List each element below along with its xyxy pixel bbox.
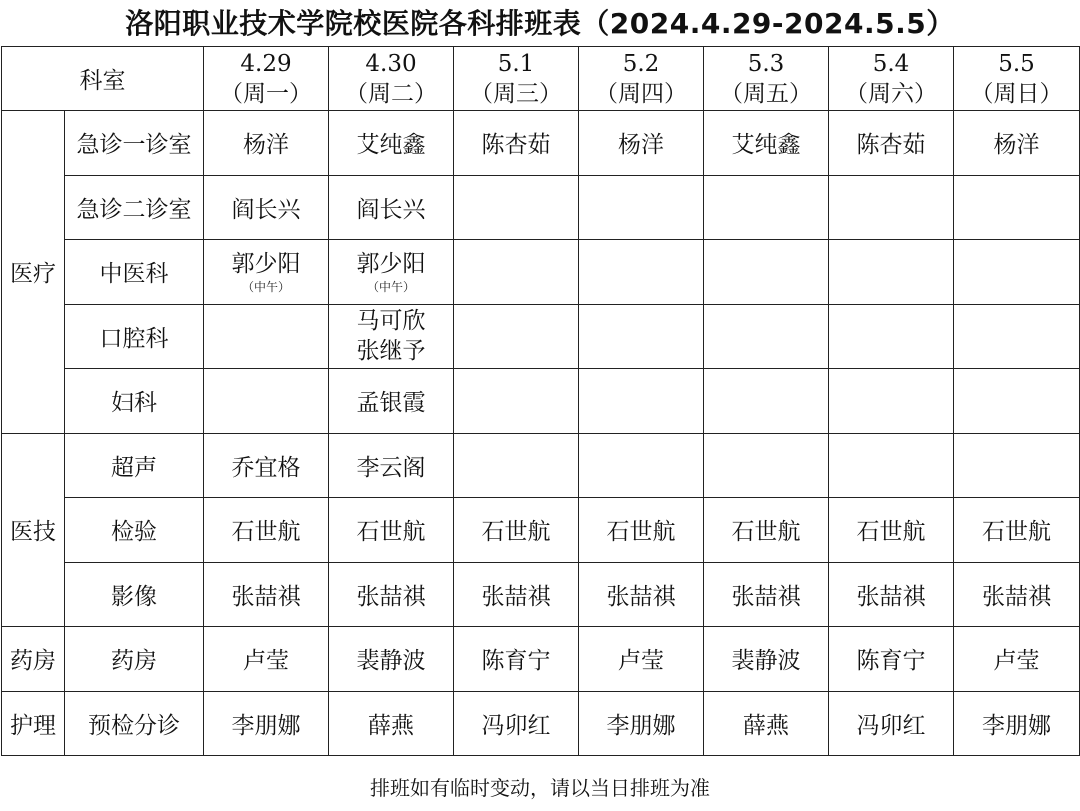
schedule-cell: 石世航 (579, 498, 704, 563)
schedule-cell: 张喆祺 (329, 562, 454, 627)
dept-name: 妇科 (65, 369, 204, 434)
group-label: 医疗 (2, 111, 65, 434)
schedule-cell (329, 240, 454, 305)
schedule-cell: 薛燕 (329, 691, 454, 756)
staff-name: 郭少阳 (356, 250, 426, 277)
date-header (579, 47, 704, 111)
schedule-cell (204, 240, 329, 305)
table-row (2, 433, 1080, 498)
schedule-cell: 裴静波 (704, 627, 829, 692)
schedule-cell (704, 433, 829, 498)
date-label: 5.3 (747, 50, 785, 77)
dept-name: 检验 (65, 498, 204, 563)
schedule-cell (204, 369, 329, 434)
page-title: 洛阳职业技术学院校医院各科排班表（2024.4.29-2024.5.5） (125, 7, 955, 40)
table-row (2, 111, 1080, 176)
schedule-cell: 陈育宁 (829, 627, 954, 692)
schedule-cell: 卢莹 (579, 627, 704, 692)
schedule-cell (579, 240, 704, 305)
table-row (2, 175, 1080, 240)
footer-note: 排班如有临时变动，请以当日排班为准 (370, 776, 710, 800)
schedule-cell: 李朋娜 (954, 691, 1080, 756)
date-label: 5.2 (622, 50, 660, 77)
table-row (2, 691, 1080, 756)
dept-name: 中医科 (65, 240, 204, 305)
schedule-cell: 张喆祺 (579, 562, 704, 627)
schedule-cell: 石世航 (454, 498, 579, 563)
dept-name: 影像 (65, 562, 204, 627)
schedule-cell: 冯卯红 (829, 691, 954, 756)
schedule-cell: 石世航 (954, 498, 1080, 563)
schedule-cell: 陈育宁 (454, 627, 579, 692)
group-label: 护理 (2, 691, 65, 756)
schedule-cell: 薛燕 (704, 691, 829, 756)
schedule-cell: 陈杏茹 (454, 111, 579, 176)
table-row (2, 627, 1080, 692)
schedule-cell: 阎长兴 (204, 175, 329, 240)
weekday-label: （周日） (970, 80, 1063, 107)
group-label: 药房 (2, 627, 65, 692)
schedule-cell: 阎长兴 (329, 175, 454, 240)
dept-name: 药房 (65, 627, 204, 692)
date-header (454, 47, 579, 111)
table-row (2, 498, 1080, 563)
schedule-cell (829, 304, 954, 369)
schedule-cell (454, 240, 579, 305)
schedule-cell: 张喆祺 (204, 562, 329, 627)
schedule-cell: 张喆祺 (704, 562, 829, 627)
schedule-cell: 裴静波 (329, 627, 454, 692)
schedule-cell: 杨洋 (954, 111, 1080, 176)
schedule-cell: 冯卯红 (454, 691, 579, 756)
schedule-cell (579, 369, 704, 434)
date-label: 5.4 (872, 50, 910, 77)
weekday-label: （周五） (720, 80, 812, 107)
dept-name: 急诊一诊室 (65, 111, 204, 176)
staff-name-second: 张继予 (356, 338, 426, 365)
schedule-cell (204, 304, 329, 369)
schedule-cell: 艾纯鑫 (704, 111, 829, 176)
table-row (2, 562, 1080, 627)
schedule-cell (829, 175, 954, 240)
weekday-label: （周一） (220, 80, 312, 107)
weekday-label: （周四） (595, 80, 687, 107)
schedule-cell: 杨洋 (204, 111, 329, 176)
schedule-cell (704, 175, 829, 240)
schedule-cell (704, 304, 829, 369)
schedule-cell: 乔宜格 (204, 433, 329, 498)
dept-header: 科室 (2, 47, 204, 111)
shift-note: （中午） (366, 279, 415, 294)
date-header (329, 47, 454, 111)
schedule-cell: 李云阁 (329, 433, 454, 498)
schedule-cell: 李朋娜 (204, 691, 329, 756)
dept-name: 急诊二诊室 (65, 175, 204, 240)
weekday-label: （周三） (470, 80, 562, 107)
schedule-cell (954, 369, 1080, 434)
dept-name: 超声 (65, 433, 204, 498)
date-label: 4.29 (240, 50, 292, 77)
schedule-cell (454, 433, 579, 498)
schedule-cell: 卢莹 (204, 627, 329, 692)
schedule-cell (454, 304, 579, 369)
schedule-cell (829, 240, 954, 305)
schedule-cell: 李朋娜 (579, 691, 704, 756)
date-label: 5.5 (998, 50, 1035, 77)
schedule-cell (829, 433, 954, 498)
dept-name: 预检分诊 (65, 691, 204, 756)
staff-name: 马可欣 (356, 308, 426, 335)
schedule-cell (579, 175, 704, 240)
schedule-table (1, 46, 1080, 756)
weekday-label: （周二） (345, 80, 437, 107)
schedule-cell (454, 175, 579, 240)
schedule-cell (579, 433, 704, 498)
weekday-label: （周六） (845, 80, 937, 107)
schedule-cell: 石世航 (704, 498, 829, 563)
date-label: 5.1 (497, 50, 535, 77)
date-header (704, 47, 829, 111)
schedule-cell: 石世航 (829, 498, 954, 563)
staff-name: 郭少阳 (231, 250, 301, 277)
schedule-cell: 张喆祺 (829, 562, 954, 627)
schedule-cell (954, 240, 1080, 305)
schedule-cell: 孟银霞 (329, 369, 454, 434)
schedule-cell: 杨洋 (579, 111, 704, 176)
schedule-cell: 张喆祺 (454, 562, 579, 627)
shift-note: （中午） (241, 279, 290, 294)
date-header (204, 47, 329, 111)
table-row (2, 304, 1080, 369)
date-header (829, 47, 954, 111)
schedule-cell: 石世航 (204, 498, 329, 563)
table-row (2, 369, 1080, 434)
schedule-cell: 石世航 (329, 498, 454, 563)
header-row (2, 47, 1080, 111)
schedule-cell: 卢莹 (954, 627, 1080, 692)
date-header (954, 47, 1080, 111)
date-label: 4.30 (365, 50, 417, 77)
group-label: 医技 (2, 433, 65, 627)
schedule-cell (954, 304, 1080, 369)
table-row (2, 240, 1080, 305)
schedule-cell: 艾纯鑫 (329, 111, 454, 176)
schedule-cell (579, 304, 704, 369)
schedule-cell: 陈杏茹 (829, 111, 954, 176)
schedule-cell (329, 304, 454, 369)
schedule-cell (954, 175, 1080, 240)
schedule-cell (954, 433, 1080, 498)
schedule-cell (704, 369, 829, 434)
dept-name: 口腔科 (65, 304, 204, 369)
schedule-cell (704, 240, 829, 305)
schedule-cell (454, 369, 579, 434)
schedule-cell: 张喆祺 (954, 562, 1080, 627)
schedule-cell (829, 369, 954, 434)
